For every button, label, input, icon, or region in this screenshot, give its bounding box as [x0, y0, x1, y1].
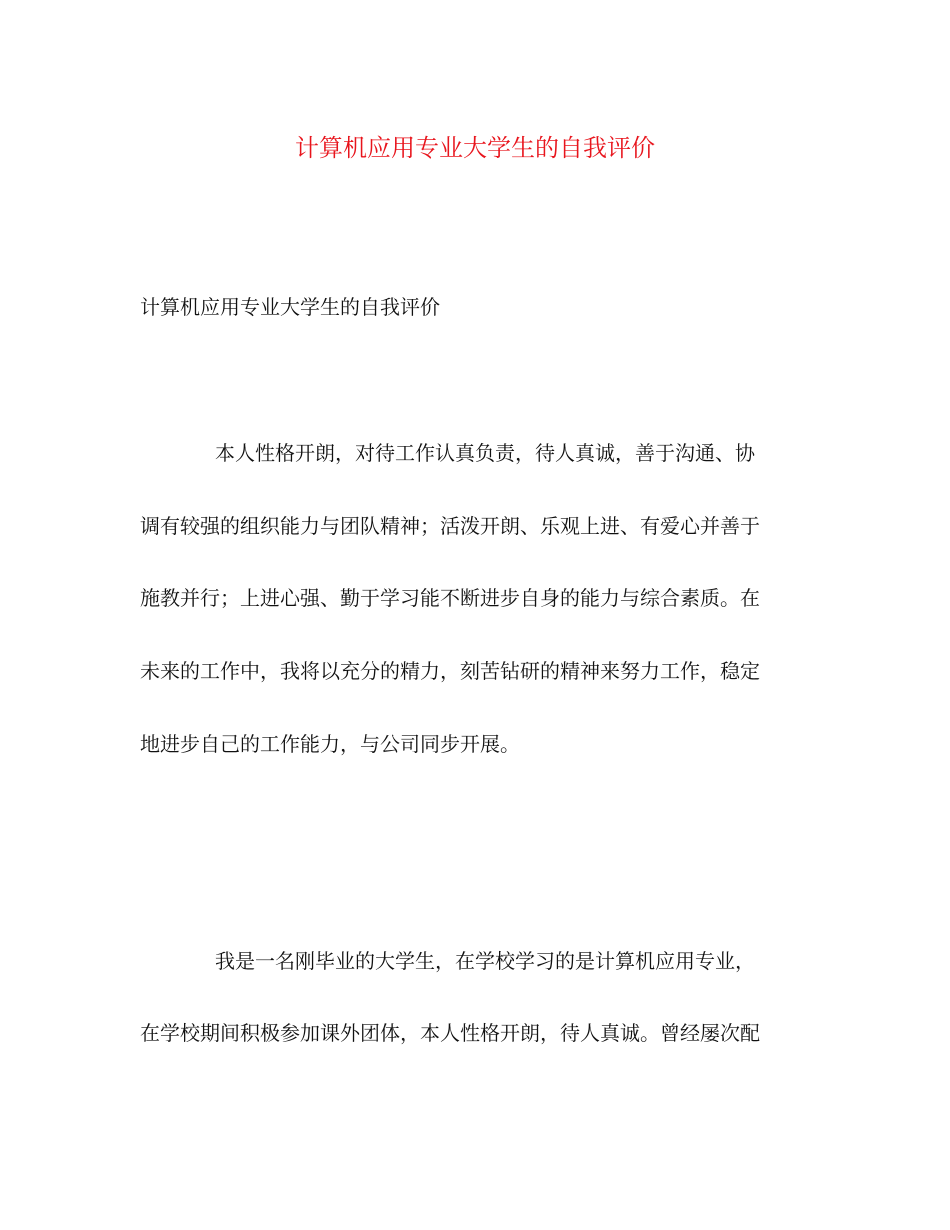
paragraph-line: 本人性格开朗，对待工作认真负责，待人真诚，善于沟通、协: [215, 441, 755, 465]
paragraph-line: 地进步自己的工作能力，与公司同步开展。: [140, 732, 520, 756]
document-subtitle: 计算机应用专业大学生的自我评价: [140, 295, 440, 319]
paragraph-line: 未来的工作中，我将以充分的精力，刻苦钻研的精神来努力工作，稳定: [140, 659, 760, 683]
paragraph-line: 在学校期间积极参加课外团体，本人性格开朗，待人真诚。曾经屡次配: [140, 1021, 760, 1045]
paragraph-line: 我是一名刚毕业的大学生，在学校学习的是计算机应用专业，: [215, 949, 755, 973]
document-title: 计算机应用专业大学生的自我评价: [295, 134, 655, 162]
paragraph-line: 施教并行；上进心强、勤于学习能不断进步自身的能力与综合素质。在: [140, 586, 760, 610]
paragraph-line: 调有较强的组织能力与团队精神；活泼开朗、乐观上进、有爱心并善于: [140, 514, 760, 538]
